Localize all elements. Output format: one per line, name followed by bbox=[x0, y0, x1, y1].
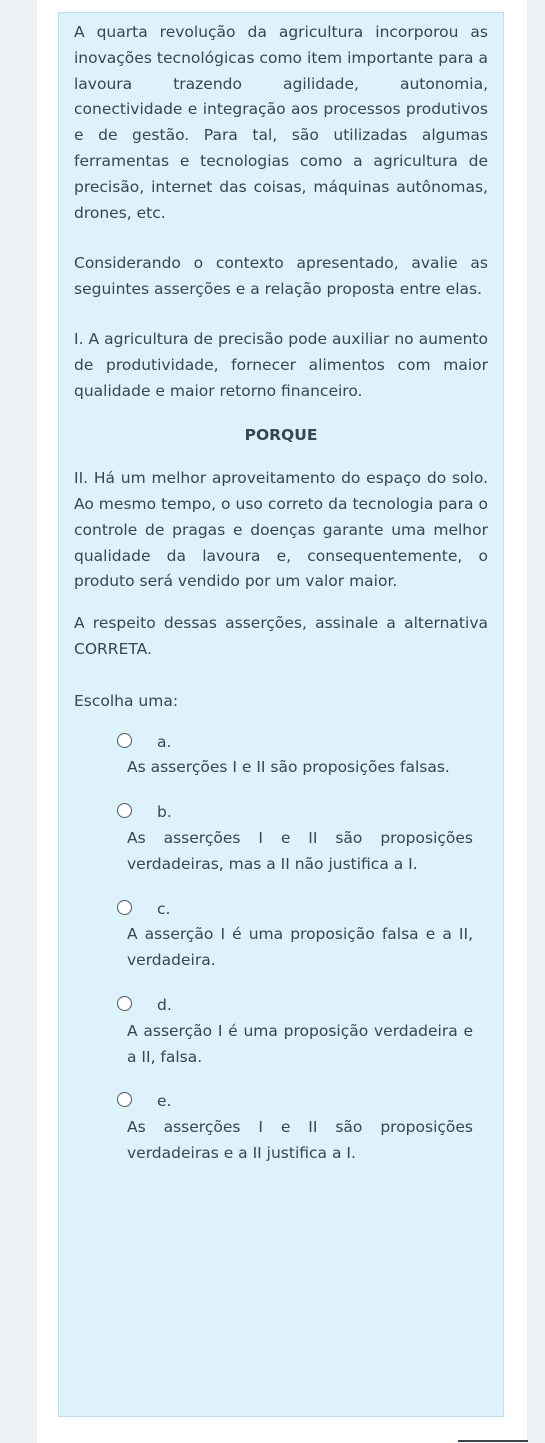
question-content bbox=[74, 20, 488, 1185]
option-e[interactable] bbox=[74, 1088, 488, 1166]
option-letter: c. bbox=[157, 899, 171, 918]
radio-button-e[interactable] bbox=[117, 1092, 132, 1107]
question-intro: A quarta revolução da agricultura incorporou as inovações tecnológicas como item importante para a lavoura trazendo agilidade, autonomia, conectividade e integração aos processos produtivos e de gestão. Para tal, são utilizadas algumas ferramentas e tecnologias como a agricultura de precisão, internet das coisas, máquinas autônomas, drones, etc. bbox=[74, 23, 488, 222]
radio-button-c[interactable] bbox=[117, 900, 132, 915]
bottom-divider bbox=[458, 1440, 528, 1442]
option-a-body[interactable] bbox=[127, 729, 488, 782]
option-b-body[interactable] bbox=[127, 799, 488, 877]
option-text: As asserções I e II são proposições verdadeiras, mas a II não justifica a I. bbox=[127, 828, 473, 873]
option-letter: b. bbox=[157, 803, 172, 822]
option-d[interactable] bbox=[74, 992, 488, 1070]
option-c-body[interactable] bbox=[127, 896, 488, 974]
option-text: A asserção I é uma proposição verdadeira e a II, falsa. bbox=[127, 1021, 473, 1066]
option-text: As asserções I e II são proposições verdadeiras e a II justifica a I. bbox=[127, 1118, 473, 1162]
option-text: As asserções I e II são proposições falsas. bbox=[127, 758, 450, 777]
option-text: A asserção I é uma proposição falsa e a II, verdadeira. bbox=[127, 925, 473, 970]
assertion-two: II. Há um melhor aproveitamento do espaço do solo. Ao mesmo tempo, o uso correto da tecnologia para o controle de pragas e doenças garante uma melhor qualidade da lavoura e, consequentemente, o produto será vendido por um valor maior. bbox=[74, 469, 488, 591]
assertion-one: I. A agricultura de precisão pode auxiliar no aumento de produtividade, fornecer alimentos com maior qualidade e maior retorno financeiro. bbox=[74, 329, 488, 400]
choose-label: Escolha uma: bbox=[74, 691, 179, 710]
question-prompt: A respeito dessas asserções, assinale a alternativa CORRETA. bbox=[74, 614, 488, 658]
option-d-body[interactable] bbox=[127, 992, 488, 1070]
question-instruction-context: Considerando o contexto apresentado, avalie as seguintes asserções e a relação proposta entre elas. bbox=[74, 254, 488, 299]
radio-button-b[interactable] bbox=[117, 803, 132, 818]
option-a[interactable] bbox=[74, 729, 488, 782]
radio-button-d[interactable] bbox=[117, 996, 132, 1011]
option-b[interactable] bbox=[74, 799, 488, 877]
assertion-connector: PORQUE bbox=[244, 426, 318, 445]
option-letter: e. bbox=[157, 1092, 172, 1111]
option-letter: d. bbox=[157, 995, 172, 1014]
option-letter: a. bbox=[157, 732, 172, 751]
option-e-body[interactable] bbox=[127, 1088, 488, 1166]
radio-button-a[interactable] bbox=[117, 733, 132, 748]
option-c[interactable] bbox=[74, 896, 488, 974]
